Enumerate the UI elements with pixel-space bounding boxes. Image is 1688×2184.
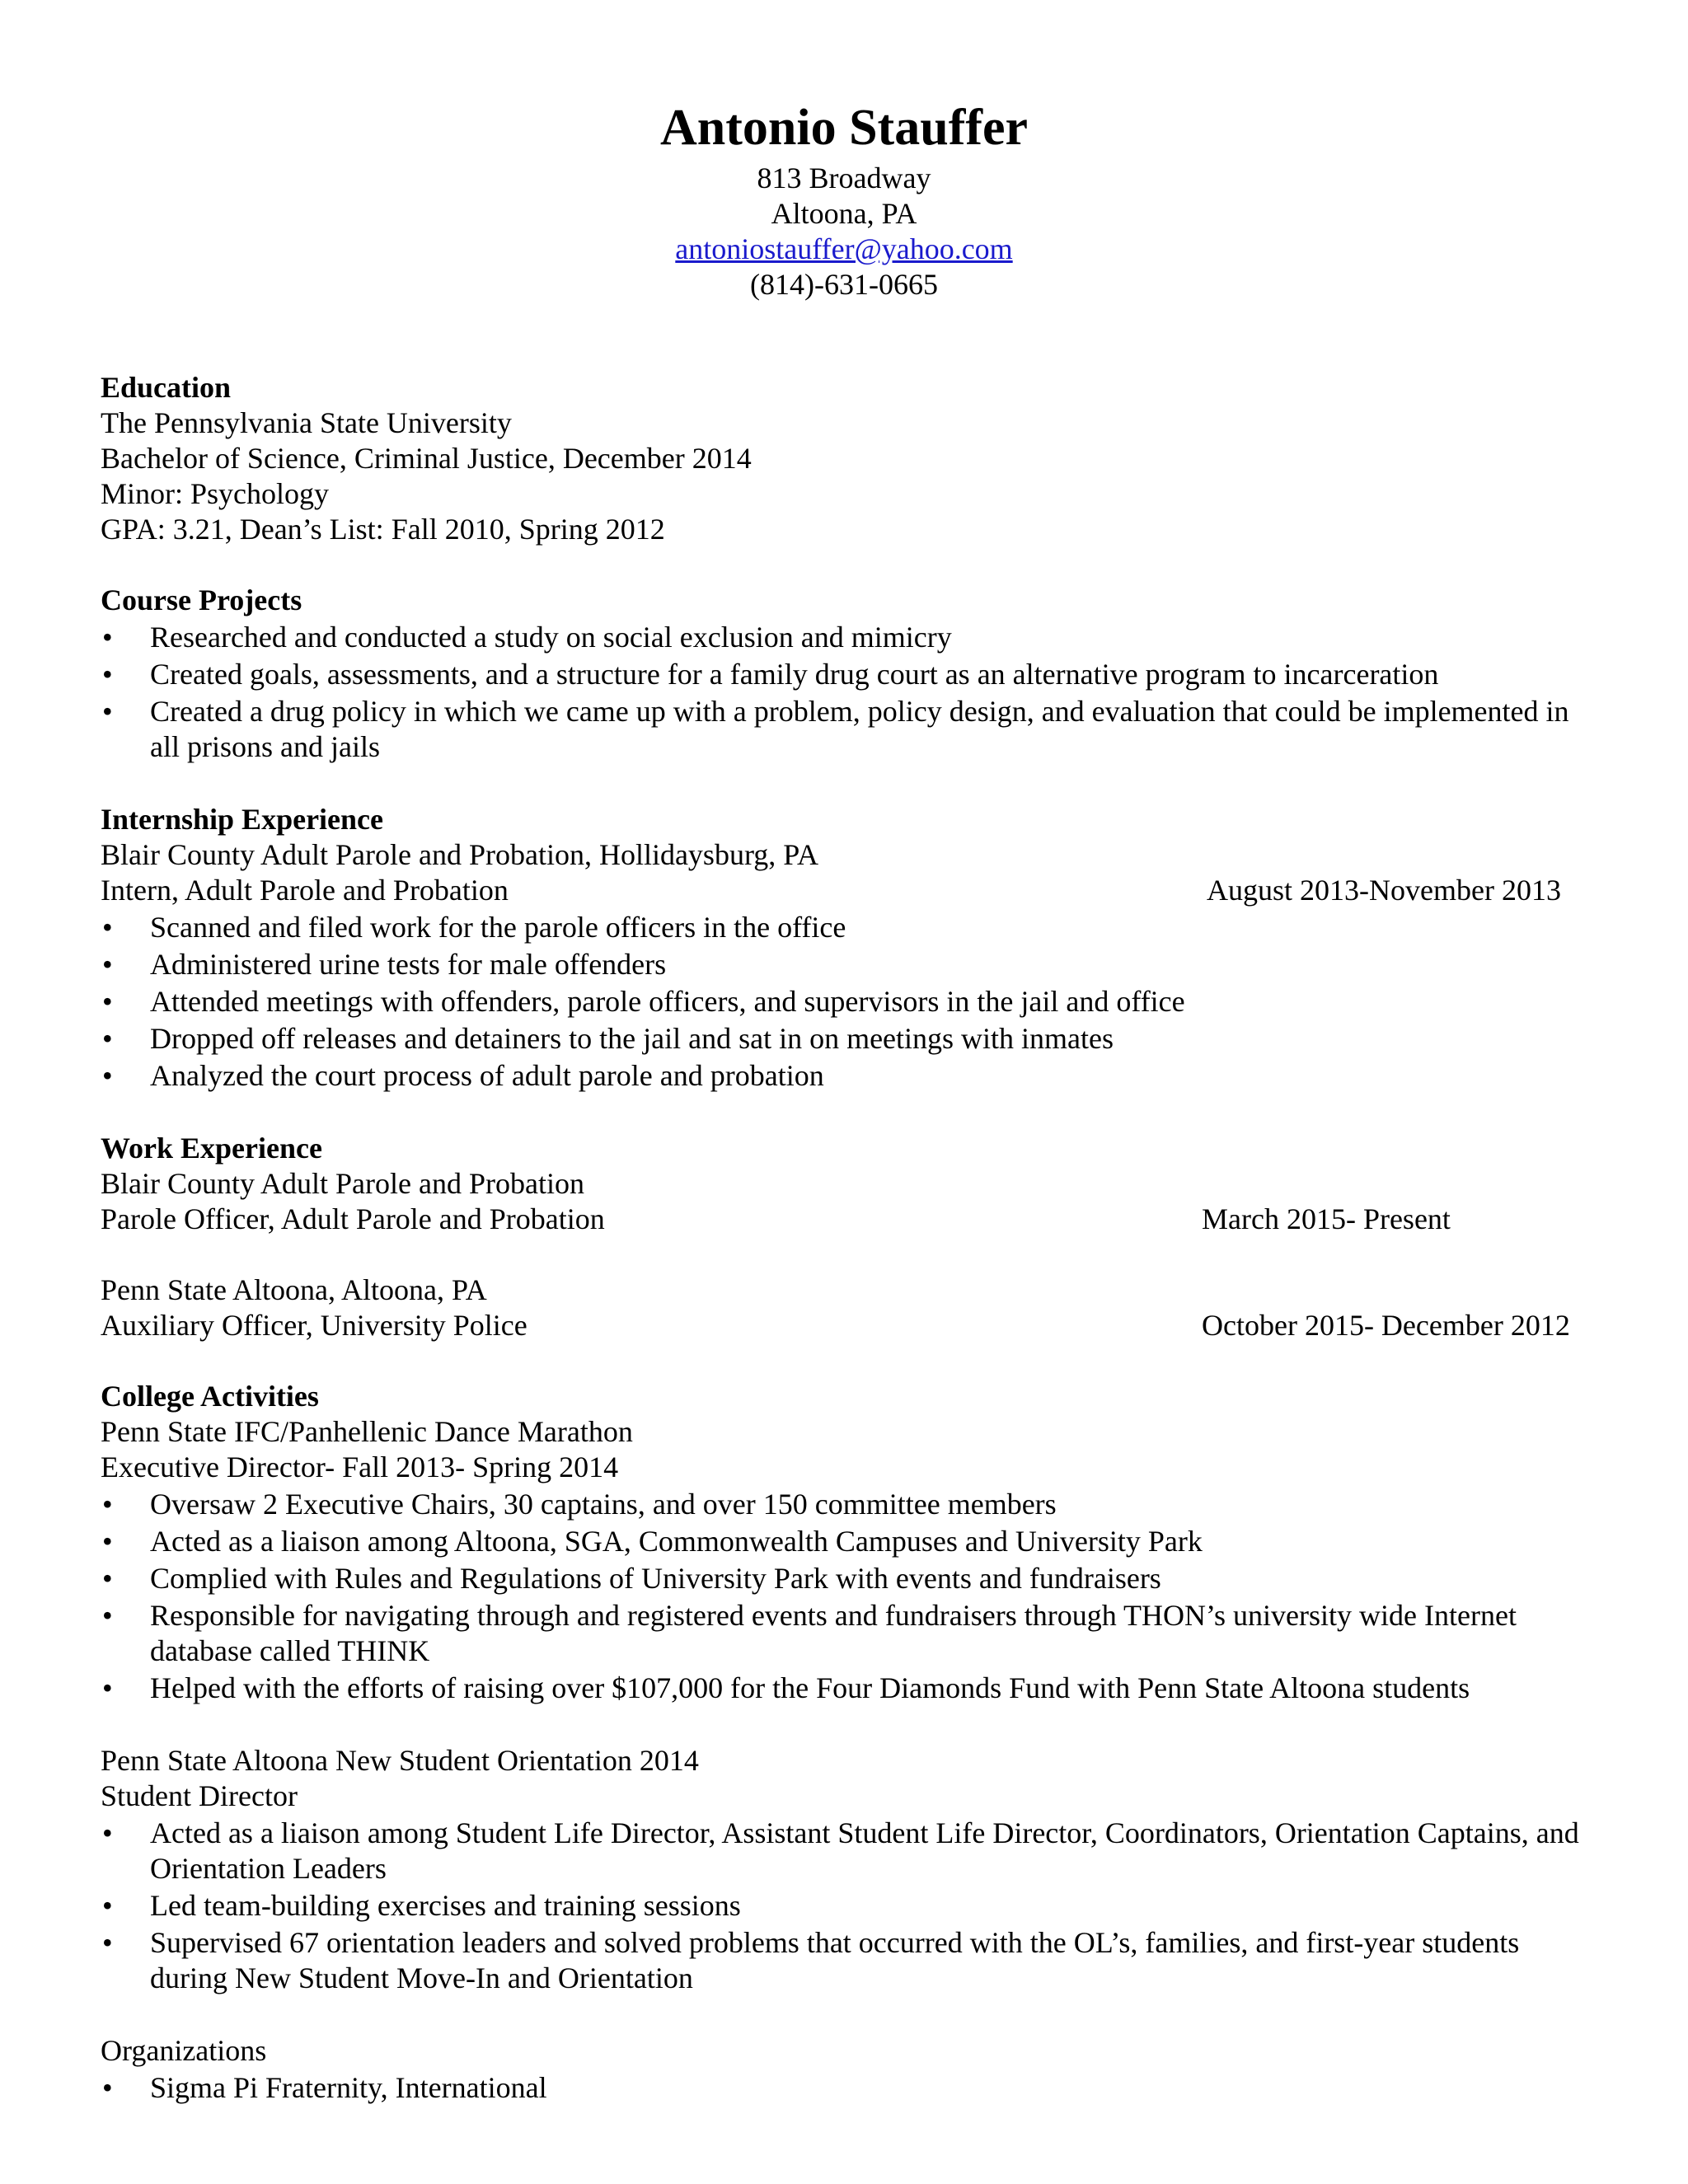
resume-body xyxy=(101,370,1601,2107)
job-title: Parole Officer, Adult Parole and Probation xyxy=(101,1202,605,1235)
job-dates: October 2015- December 2012 xyxy=(1202,1309,1570,1342)
address-line-1: 813 Broadway xyxy=(757,162,931,194)
internship-duties-list xyxy=(101,910,1601,1094)
list-item: • Attended meetings with offenders, parole officers, and supervisors in the jail and office xyxy=(101,984,1601,1019)
list-item: • Created goals, assessments, and a structure for a family drug court as an alternative program to incarceration xyxy=(101,657,1601,692)
education-heading: Education xyxy=(101,371,232,404)
internship-dates: August 2013-November 2013 xyxy=(1207,874,1561,907)
list-item: • Led team-building exercises and training sessions xyxy=(101,1888,1601,1924)
activities-heading: College Activities xyxy=(101,1380,319,1413)
internship-org: Blair County Adult Parole and Probation, Hollidaysburg, PA xyxy=(101,838,818,871)
list-item: • Oversaw 2 Executive Chairs, 30 captains, and over 150 committee members xyxy=(101,1487,1601,1522)
activity-org: Penn State IFC/Panhellenic Dance Marathon xyxy=(101,1415,633,1448)
internship-heading: Internship Experience xyxy=(101,803,384,836)
activity-role: Executive Director- Fall 2013- Spring 2014 xyxy=(101,1451,619,1483)
job-title: Auxiliary Officer, University Police xyxy=(101,1309,528,1342)
course-projects-list xyxy=(101,620,1601,765)
list-item: • Researched and conducted a study on social exclusion and mimicry xyxy=(101,620,1601,655)
list-item: • Complied with Rules and Regulations of University Park with events and fundraisers xyxy=(101,1561,1601,1596)
list-item: • Responsible for navigating through and registered events and fundraisers through THON’s university wide Internet database called THINK xyxy=(101,1598,1601,1669)
list-item: • Dropped off releases and detainers to the jail and sat in on meetings with inmates xyxy=(101,1021,1601,1057)
list-item: • Acted as a liaison among Student Life Director, Assistant Student Life Director, Coordinators, Orientation Captains, and Orientation Leaders xyxy=(101,1816,1601,1886)
list-item: • Scanned and filed work for the parole officers in the office xyxy=(101,910,1601,945)
email-link[interactable]: antoniostauffer@yahoo.com xyxy=(675,232,1013,265)
activity-role: Student Director xyxy=(101,1779,298,1812)
job-org: Penn State Altoona, Altoona, PA xyxy=(101,1273,487,1306)
list-item: • Analyzed the court process of adult parole and probation xyxy=(101,1058,1601,1094)
activity-org: Penn State Altoona New Student Orientation 2014 xyxy=(101,1744,699,1777)
course-projects-heading: Course Projects xyxy=(101,583,302,616)
list-item: • Helped with the efforts of raising over $107,000 for the Four Diamonds Fund with Penn State Altoona students xyxy=(101,1671,1601,1706)
orientation-duties-list xyxy=(101,1816,1601,1996)
organizations-list xyxy=(101,2070,1601,2106)
education-minor: Minor: Psychology xyxy=(101,477,330,510)
resume-header xyxy=(0,95,1688,302)
work-heading: Work Experience xyxy=(101,1132,322,1165)
organizations-heading: Organizations xyxy=(101,2034,267,2067)
list-item: • Sigma Pi Fraternity, International xyxy=(101,2070,1601,2106)
job-org: Blair County Adult Parole and Probation xyxy=(101,1167,584,1200)
thon-duties-list xyxy=(101,1487,1601,1706)
candidate-name: Antonio Stauffer xyxy=(659,100,1029,156)
list-item: • Created a drug policy in which we came up with a problem, policy design, and evaluation that could be implemented in all prisons and jails xyxy=(101,694,1601,765)
list-item: • Administered urine tests for male offenders xyxy=(101,947,1601,982)
list-item: • Acted as a liaison among Altoona, SGA, Commonwealth Campuses and University Park xyxy=(101,1524,1601,1559)
education-degree: Bachelor of Science, Criminal Justice, December 2014 xyxy=(101,442,752,475)
education-gpa: GPA: 3.21, Dean’s List: Fall 2010, Spring 2012 xyxy=(101,513,665,546)
education-school: The Pennsylvania State University xyxy=(101,406,512,439)
address-line-2: Altoona, PA xyxy=(771,197,917,230)
phone-number: (814)-631-0665 xyxy=(750,268,938,301)
list-item: • Supervised 67 orientation leaders and solved problems that occurred with the OL’s, families, and first-year students during New Student Move-In and Orientation xyxy=(101,1925,1601,1996)
job-dates: March 2015- Present xyxy=(1202,1202,1451,1235)
internship-title: Intern, Adult Parole and Probation xyxy=(101,874,509,907)
